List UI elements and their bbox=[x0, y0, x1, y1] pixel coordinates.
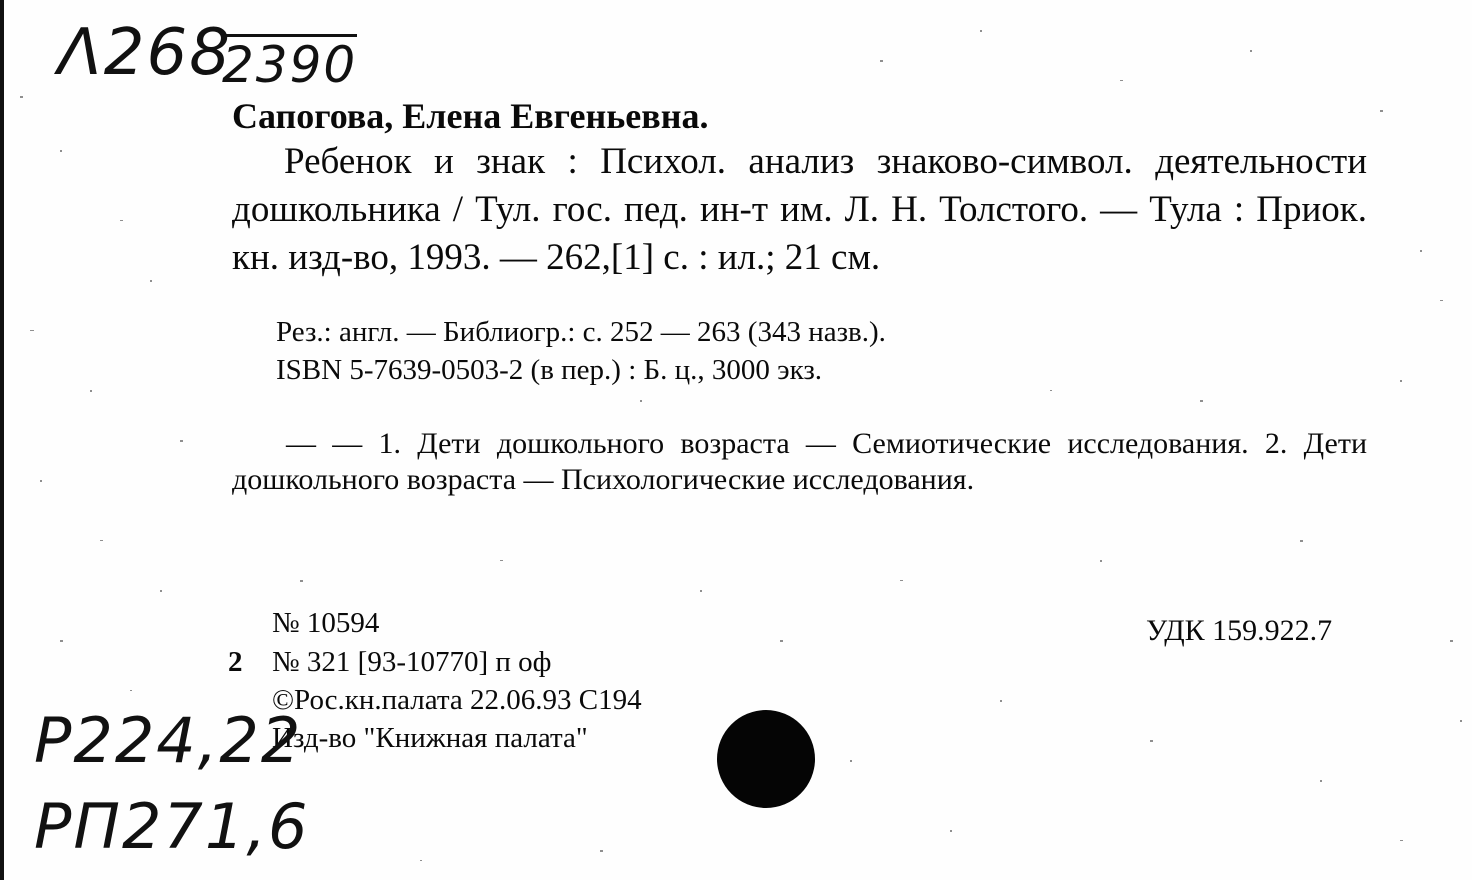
author-heading: Сапогова, Елена Евгеньевна. bbox=[232, 96, 709, 136]
copyright-line: ©Рос.кн.палата 22.06.93 С194 bbox=[272, 684, 642, 716]
card-punch-hole bbox=[717, 710, 815, 808]
handwritten-number: 2390 bbox=[222, 36, 358, 94]
title-description: Ребенок и знак : Психол. анализ знаково-символ. деятельности дошкольника / Тул. гос. пед. ин-т им. Л. Н. Толстого. — Тула : Приок. кн. изд-во, 1993. — 262,[1] с. : ил.; 21 см. bbox=[232, 141, 1367, 278]
order-number: № 321 [93-10770] п оф bbox=[272, 646, 552, 678]
note-summary-bibliography: Рез.: англ. — Библиогр.: с. 252 — 263 (343 назв.). bbox=[276, 316, 886, 348]
publisher-line: Изд-во "Книжная палата" bbox=[272, 722, 588, 754]
handwritten-code: Λ268 bbox=[58, 16, 232, 90]
handwritten-shelfmark-1: P224,22 bbox=[34, 704, 303, 777]
subject-headings: — — 1. Дети дошкольного возраста — Семиотические исследования. 2. Дети дошкольного возраста — Психологические исследования. bbox=[232, 427, 1367, 496]
card-mark: 2 bbox=[228, 646, 243, 678]
card-left-edge bbox=[0, 0, 4, 880]
registration-number: № 10594 bbox=[272, 607, 380, 639]
handwritten-shelfmark-2: PΠ271,6 bbox=[34, 790, 310, 863]
note-isbn: ISBN 5-7639-0503-2 (в пер.) : Б. ц., 3000 экз. bbox=[276, 354, 823, 386]
udc-code: УДК 159.922.7 bbox=[1146, 614, 1333, 647]
